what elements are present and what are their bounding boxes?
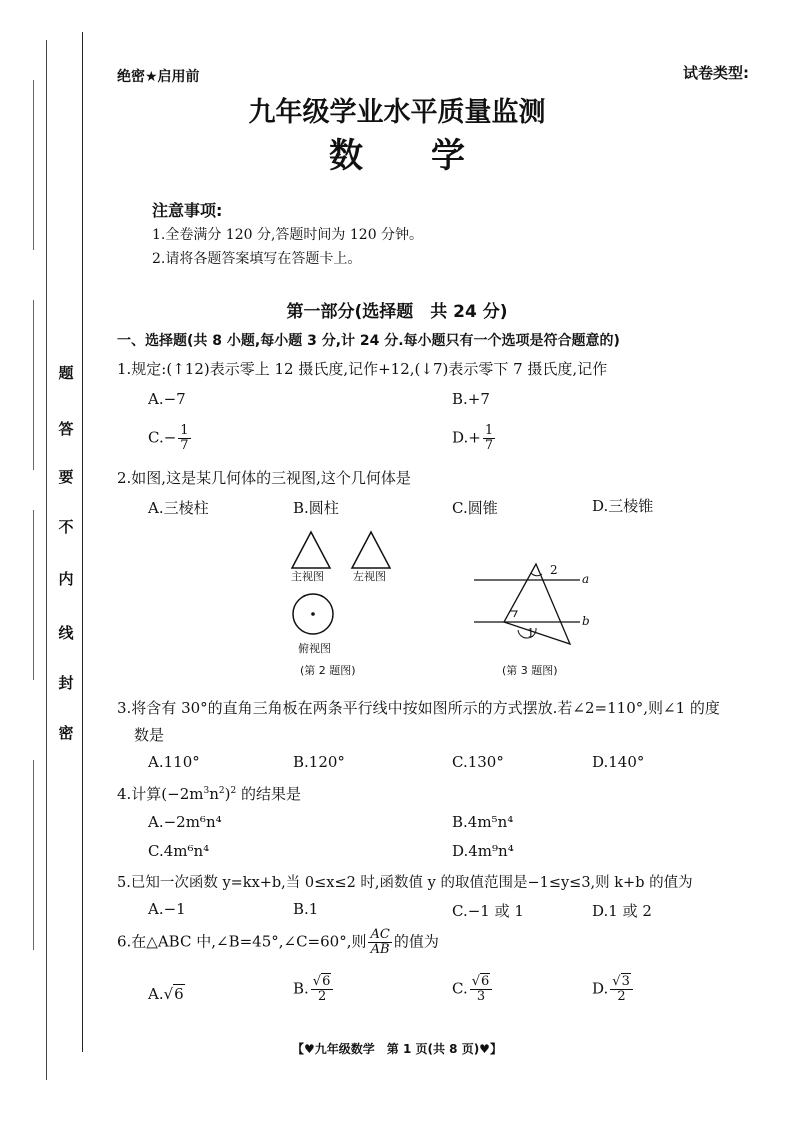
q6-d-num: √3 (610, 975, 633, 990)
q6-ratio-den: AB (370, 942, 390, 957)
q4-stem-pre: 4.计算(−2m (117, 785, 204, 803)
q6-d-radicand: 3 (621, 974, 630, 989)
q3-figure-caption: (第 3 题图) (502, 664, 558, 677)
q4-option-b: B.4m⁵n⁴ (452, 813, 514, 831)
seal-char: 密 (58, 724, 74, 742)
q2-stem: 2.如图,这是某几何体的三视图,这个几何体是 (117, 469, 411, 487)
q1-option-b: B.+7 (452, 390, 490, 408)
q4-stem (117, 783, 301, 804)
q1-option-c (148, 424, 193, 453)
parallel-lines-figure (470, 560, 600, 655)
seal-char: 答 (58, 420, 74, 438)
q1-d-num: 1 (484, 423, 494, 438)
q6-b-fraction (311, 975, 334, 1004)
q6-stem (117, 928, 439, 957)
q1-c-num: 1 (180, 423, 189, 438)
q6-option-d (592, 975, 635, 1004)
q6-b-prefix: B. (293, 979, 309, 998)
q6-c-den: 3 (476, 989, 486, 1004)
section-heading: 一、选择题(共 8 小题,每小题 3 分,计 24 分.每小题只有一个选项是符合题意的) (117, 333, 620, 349)
notes-heading: 注意事项: (152, 201, 223, 220)
q6-b-radicand: 6 (322, 974, 331, 989)
q6-option-a (148, 985, 185, 1003)
seal-char: 题 (58, 364, 74, 382)
three-view-figure (280, 522, 400, 652)
seal-char: 内 (58, 570, 74, 588)
q5-stem: 5.已知一次函数 y=kx+b,当 0≤x≤2 时,函数值 y 的取值范围是−1≤y≤3,则 k+b 的值为 (117, 875, 693, 891)
q6-ratio-num: AC (370, 927, 390, 942)
q1-c-den: 7 (180, 438, 189, 453)
seal-char: 不 (58, 518, 74, 536)
q6-a-radicand: 6 (174, 985, 184, 1003)
q1-d-den: 7 (484, 438, 494, 453)
q3-option-c: C.130° (452, 753, 504, 771)
q6-c-radicand: 6 (481, 974, 490, 989)
q5-option-a: A.−1 (148, 900, 186, 918)
q6-stem-post: 的值为 (393, 932, 439, 951)
label-a: a (582, 572, 590, 586)
q6-c-fraction (470, 975, 493, 1004)
left-view-triangle (352, 532, 390, 568)
q4-option-c: C.4m⁶n⁴ (148, 842, 210, 860)
q4-stem-mid: n (209, 785, 219, 803)
q6-b-num: √6 (311, 975, 334, 990)
q1-option-a: A.−7 (148, 390, 186, 408)
seal-char: 封 (58, 674, 74, 692)
top-view-center (311, 612, 315, 616)
q4-stem-post: 的结果是 (236, 785, 302, 803)
label-1: 1 (527, 626, 535, 640)
blank-line-2 (33, 300, 34, 470)
q3-option-b: B.120° (293, 753, 345, 771)
radical-sign: √ (163, 985, 174, 1003)
front-view-triangle (292, 532, 330, 568)
seal-char: 要 (58, 468, 74, 486)
margin-line (46, 40, 47, 1080)
note-item: 2.请将各题答案填写在答题卡上。 (152, 251, 362, 267)
q5-option-d: D.1 或 2 (592, 902, 652, 920)
note-item: 1.全卷满分 120 分,答题时间为 120 分钟。 (152, 227, 424, 243)
q4-exp3: 2 (230, 786, 237, 796)
label-b: b (582, 614, 590, 628)
q5-option-b: B.1 (293, 900, 319, 918)
label-2: 2 (550, 563, 558, 577)
q2-figure-caption: (第 2 题图) (300, 664, 356, 677)
q2-option-a: A.三棱柱 (148, 499, 209, 517)
q6-a-prefix: A. (148, 985, 164, 1003)
q3-stem-line1: 3.将含有 30°的直角三角板在两条平行线中按如图所示的方式摆放.若∠2=110°,则∠1 的度 (117, 699, 720, 717)
secret-label: 绝密★启用前 (117, 69, 200, 85)
blank-line-3 (33, 510, 34, 680)
q1-c-fraction (178, 424, 190, 453)
paper-type-label: 试卷类型: (683, 64, 749, 82)
q6-d-prefix: D. (592, 979, 609, 998)
q3-option-a: A.110° (148, 753, 200, 771)
q4-exp1: 3 (203, 786, 210, 796)
q1-d-fraction (483, 424, 495, 453)
q1-stem: 1.规定:(↑12)表示零上 12 摄氏度,记作+12,(↓7)表示零下 7 摄氏度,记作 (117, 360, 608, 378)
q6-c-prefix: C. (452, 979, 468, 998)
seal-char: 线 (58, 624, 74, 642)
exam-title: 九年级学业水平质量监测 (248, 97, 546, 128)
q6-c-num: √6 (470, 975, 493, 990)
front-view-label: 主视图 (291, 570, 324, 583)
q3-stem-line2: 数是 (134, 726, 165, 744)
q6-ratio (368, 928, 391, 957)
q6-option-c (452, 975, 494, 1004)
q6-b-den: 2 (317, 989, 327, 1004)
q1-c-prefix: C.− (148, 428, 177, 447)
subject-title: 数 学 (329, 136, 465, 176)
q2-option-b: B.圆柱 (293, 499, 339, 517)
q6-stem-pre: 6.在△ABC 中,∠B=45°,∠C=60°,则 (117, 932, 367, 951)
q2-option-c: C.圆锥 (452, 499, 498, 517)
q1-d-prefix: D.+ (452, 428, 481, 447)
page-footer: 【♥九年级数学 第 1 页(共 8 页)♥】 (292, 1042, 502, 1056)
q4-option-a: A.−2m⁶n⁴ (148, 813, 222, 831)
q4-exp2: 2 (218, 786, 225, 796)
q3-option-d: D.140° (592, 753, 645, 771)
q6-option-b (293, 975, 335, 1004)
q5-option-c: C.−1 或 1 (452, 902, 524, 920)
q2-option-d: D.三棱锥 (592, 497, 654, 515)
blank-line-4 (33, 760, 34, 950)
q4-option-d: D.4m⁹n⁴ (452, 842, 514, 860)
q6-d-den: 2 (617, 989, 626, 1004)
left-view-label: 左视图 (353, 570, 386, 583)
top-view-label: 俯视图 (298, 642, 331, 655)
q4-stem-mid2: ) (224, 785, 231, 803)
binding-line (82, 32, 83, 1052)
right-angle-mark (510, 611, 517, 617)
q1-option-d (452, 424, 497, 453)
q6-d-fraction (610, 975, 633, 1004)
part1-title: 第一部分(选择题 共 24 分) (286, 302, 508, 322)
